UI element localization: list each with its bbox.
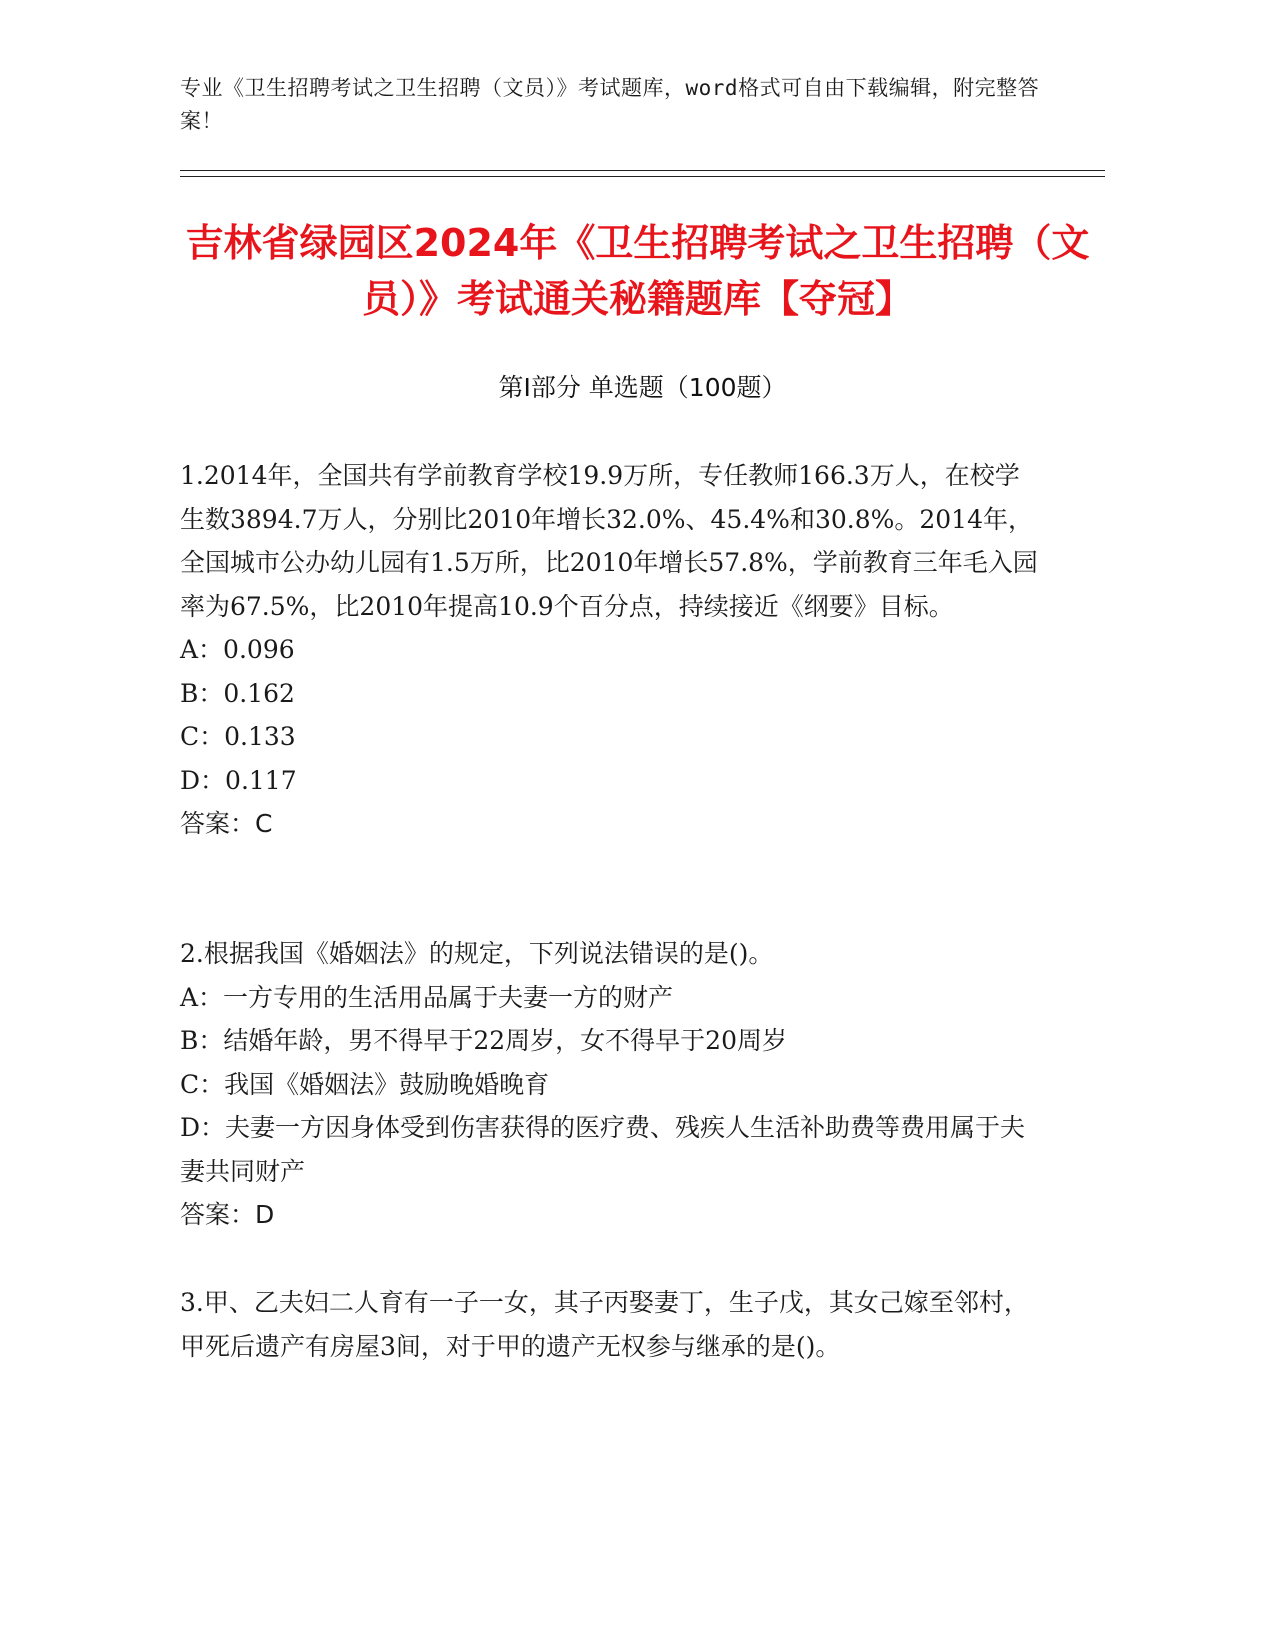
- question-2: [180, 932, 1040, 1237]
- option-d: D：夫妻一方因身体受到伤害获得的医疗费、残疾人生活补助费等费用属于夫妻共同财产: [180, 1113, 1026, 1186]
- header-rule-bottom: [180, 176, 1105, 177]
- option-a: A：一方专用的生活用品属于夫妻一方的财产: [180, 982, 674, 1012]
- question-3: [180, 1281, 1040, 1368]
- option-b: B：结婚年龄，男不得早于22周岁，女不得早于20周岁: [180, 1026, 787, 1055]
- question-stem: 2.根据我国《婚姻法》的规定，下列说法错误的是()。: [180, 939, 774, 968]
- option-a: A：0.096: [180, 635, 295, 664]
- answer: 答案：D: [180, 1200, 275, 1229]
- section-title: 第I部分 单选题（100题）: [498, 373, 787, 402]
- option-c: C：0.133: [180, 722, 296, 751]
- option-d: D：0.117: [180, 765, 297, 795]
- question-stem: 1.2014年，全国共有学前教育学校19.9万所，专任教师166.3万人，在校学生数3894.7万人，分别比2010年增长32.0%、45.4%和30.8%。2014年，全国城市公办幼儿园有1.5万所，比2010年增长57.8%，学前教育三年毛入园率为67.5%，比2010年提高10.9个百分点，持续接近《纲要》目标。: [180, 461, 1038, 621]
- header-rule-top: [180, 170, 1105, 171]
- answer: 答案：C: [180, 809, 273, 838]
- document-title: 吉林省绿园区2024年《卫生招聘考试之卫生招聘（文员）》考试通关秘籍题库【夺冠】: [185, 221, 1090, 321]
- option-c: C：我国《婚姻法》鼓励晚婚晚育: [180, 1069, 550, 1099]
- question-stem: 3.甲、乙夫妇二人育有一子一女，其子丙娶妻丁，生子戊，其女己嫁至邻村，甲死后遗产有房屋3间，对于甲的遗产无权参与继承的是()。: [180, 1288, 1029, 1361]
- question-1: [180, 454, 1040, 846]
- header-note: 专业《卫生招聘考试之卫生招聘（文员）》考试题库，word格式可自由下载编辑，附完整答案！: [180, 76, 1040, 133]
- option-b: B：0.162: [180, 678, 295, 708]
